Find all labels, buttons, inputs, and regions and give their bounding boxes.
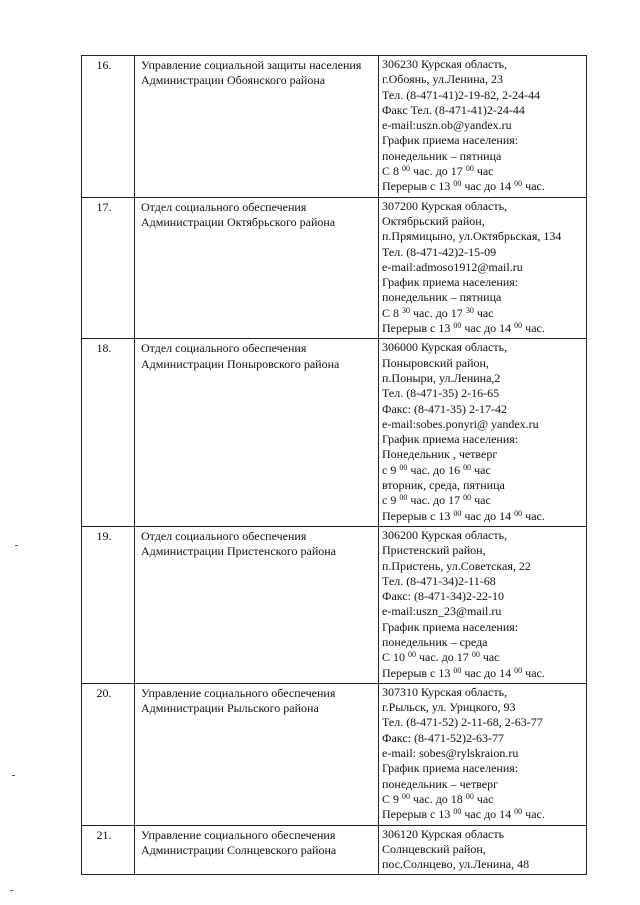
minutes-superscript: 00 [471, 650, 480, 660]
contact-line [379, 402, 586, 417]
contact-text: График приема населения: [382, 133, 519, 148]
department-name: Управление социального обеспечения Администрации Солнцевского района [141, 827, 337, 857]
row-number-cell [82, 197, 135, 339]
contact-line [379, 857, 586, 872]
contact-text: e-mail:uszn_23@mail.ru [382, 604, 502, 619]
contact-line [379, 290, 586, 305]
contact-line [379, 133, 586, 148]
contact-line [379, 214, 586, 229]
row-number: 19. [96, 528, 112, 543]
contact-text: Тел. (8-471-41)2-19-82, 2-24-44 [382, 87, 541, 102]
row-number-cell [82, 339, 135, 527]
table-row [82, 56, 587, 198]
contact-line [379, 604, 586, 619]
contact-details-cell [379, 339, 587, 527]
cell-bottom-spacer [379, 872, 586, 874]
department-name-cell [135, 339, 379, 527]
contact-line [379, 447, 586, 462]
superscript-wrap [472, 650, 480, 664]
minutes-superscript: 00 [402, 164, 411, 174]
contact-text: Тел. (8-471-42)2-15-09 [382, 244, 497, 259]
contact-text: час [479, 650, 500, 665]
superscript-wrap [402, 164, 410, 178]
minutes-superscript: 30 [402, 305, 411, 315]
contact-details-cell [379, 683, 587, 825]
contact-text: час. [522, 508, 545, 523]
contact-line [379, 356, 586, 371]
department-name: Отдел социального обеспечения Администрации Поныровского района [141, 341, 340, 371]
social-services-directory-table [81, 55, 587, 875]
superscript-wrap [514, 509, 522, 523]
table-row [82, 526, 587, 683]
contact-line [379, 731, 586, 746]
minutes-superscript: 30 [465, 305, 474, 315]
contact-line [379, 371, 586, 386]
contact-text: час до 14 [461, 807, 515, 822]
contact-line [379, 72, 586, 87]
contact-text: час [473, 305, 494, 320]
contact-text: С 10 [382, 650, 409, 665]
contact-line [379, 620, 586, 635]
contact-line [379, 842, 586, 857]
superscript-wrap [514, 807, 522, 821]
row-number: 16. [96, 58, 112, 72]
contact-text: час [473, 791, 494, 806]
contact-text: Понедельник , четверг [382, 447, 498, 462]
contact-text: 307310 Курская область, [382, 684, 508, 699]
contact-text: Тел. (8-471-34)2-11-68 [382, 573, 496, 588]
contact-text: e-mail: sobes@rylskraion.ru [382, 746, 519, 761]
contact-text: График приема населения: [382, 619, 519, 634]
contact-line [379, 715, 586, 730]
contact-text: Перерыв с 13 [382, 321, 454, 336]
contact-text: Октябрьский район, [382, 213, 485, 228]
contact-text: С 8 [382, 164, 403, 179]
contact-line [379, 589, 586, 604]
minutes-superscript: 00 [514, 179, 523, 189]
contact-text: вторник, среда, пятница [382, 478, 505, 493]
minutes-superscript: 00 [399, 462, 408, 472]
contact-text: Факс: (8-471-34)2-22-10 [382, 589, 504, 604]
row-number-cell [82, 683, 135, 825]
contact-text: e-mail:admoso1912@mail.ru [382, 259, 523, 274]
contact-details-cell [379, 197, 587, 339]
contact-text: Перерыв с 13 [382, 508, 454, 523]
contact-text: e-mail:uszn.ob@yandex.ru [382, 118, 512, 133]
contact-text: час. [522, 807, 545, 822]
contact-text: понедельник – пятница [382, 290, 502, 305]
minutes-superscript: 00 [514, 508, 523, 518]
superscript-wrap [514, 666, 522, 680]
row-number-cell [82, 56, 135, 198]
contact-text: Факс: (8-471-52)2-63-77 [382, 730, 504, 745]
contact-text: с 9 [382, 462, 400, 477]
contact-text: с 9 [382, 493, 400, 508]
contact-line [379, 260, 586, 275]
contact-line [379, 792, 586, 807]
contact-line [379, 666, 586, 681]
contact-text: г.Обоянь, ул.Ленина, 23 [382, 72, 503, 87]
contact-line [379, 650, 586, 665]
contact-line [379, 417, 586, 432]
minutes-superscript: 00 [453, 321, 462, 331]
contact-text: час [471, 462, 491, 477]
contact-text: Факс: (8-471-35) 2-17-42 [382, 401, 507, 416]
table-row [82, 825, 587, 875]
contact-text: час. до 18 [410, 791, 466, 806]
contact-text: час до 14 [461, 321, 515, 336]
contact-line [379, 245, 586, 260]
row-number-cell [82, 526, 135, 683]
minutes-superscript: 00 [465, 164, 474, 174]
superscript-wrap [466, 792, 474, 806]
contact-text: час [471, 493, 491, 508]
department-name-cell [135, 56, 379, 198]
minutes-superscript: 00 [399, 493, 408, 503]
contact-line [379, 807, 586, 822]
department-name-cell [135, 526, 379, 683]
minutes-superscript: 00 [514, 665, 523, 675]
contact-text: С 9 [382, 791, 403, 806]
contact-line [379, 88, 586, 103]
table-row [82, 197, 587, 339]
contact-details-cell [379, 526, 587, 683]
table-row [82, 339, 587, 527]
contact-text: Поныровский район, [382, 355, 489, 370]
contact-text: понедельник – среда [382, 634, 488, 649]
contact-line [379, 509, 586, 524]
contact-line [379, 306, 586, 321]
contact-text: 306230 Курская область, [382, 57, 508, 71]
minutes-superscript: 00 [514, 807, 523, 817]
contact-text: час [473, 164, 494, 179]
minutes-superscript: 00 [453, 508, 462, 518]
contact-text: График приема населения: [382, 275, 519, 290]
contact-details-cell [379, 825, 587, 875]
contact-line [379, 761, 586, 776]
contact-text: час. [522, 665, 545, 680]
contact-text: Перерыв с 13 [382, 179, 454, 194]
contact-text: Тел. (8-471-35) 2-16-65 [382, 386, 500, 401]
superscript-wrap [514, 321, 522, 335]
contact-line [379, 478, 586, 493]
department-name-cell [135, 683, 379, 825]
minutes-superscript: 00 [514, 321, 523, 331]
contact-text: п.Пристень, ул.Советская, 22 [382, 558, 531, 573]
margin-scan-mark [15, 545, 18, 546]
contact-line [379, 493, 586, 508]
contact-line [379, 700, 586, 715]
contact-text: час до 14 [461, 508, 515, 523]
minutes-superscript: 00 [402, 791, 411, 801]
margin-scan-mark [12, 775, 15, 776]
contact-line [379, 559, 586, 574]
contact-text: пос.Солнцево, ул.Ленина, 48 [382, 857, 530, 872]
contact-line [379, 574, 586, 589]
contact-text: 307200 Курская область, [382, 198, 508, 213]
contact-line [379, 56, 586, 72]
contact-line [379, 103, 586, 118]
contact-text: п.Поныри, ул.Ленина,2 [382, 370, 501, 385]
contact-text: Тел. (8-471-52) 2-11-68, 2-63-77 [382, 715, 543, 730]
margin-scan-mark [10, 890, 13, 891]
contact-line [379, 463, 586, 478]
department-name-cell [135, 825, 379, 875]
table-row [82, 683, 587, 825]
contact-line [379, 543, 586, 558]
superscript-wrap [463, 463, 471, 477]
row-number: 21. [96, 827, 112, 842]
contact-text: п.Прямицыно, ул.Октябрьская, 134 [382, 229, 562, 244]
contact-line [379, 198, 586, 214]
contact-line [379, 275, 586, 290]
department-name-cell [135, 197, 379, 339]
contact-line [379, 229, 586, 244]
contact-text: График приема населения: [382, 432, 519, 447]
row-number: 17. [96, 199, 112, 214]
contact-text: г.Рыльск, ул. Урицкого, 93 [382, 700, 516, 715]
contact-text: e-mail:sobes.ponyri@ yandex.ru [382, 416, 539, 431]
minutes-superscript: 00 [465, 791, 474, 801]
contact-text: 306120 Курская область [382, 826, 505, 841]
contact-text: час. до 17 [407, 493, 464, 508]
contact-text: С 8 [382, 305, 403, 320]
department-name: Управление социального обеспечения Администрации Рыльского района [141, 685, 336, 716]
minutes-superscript: 00 [463, 462, 472, 472]
superscript-wrap [466, 164, 474, 178]
contact-text: понедельник – четверг [382, 776, 499, 791]
contact-line [379, 339, 586, 355]
contact-text: час. [522, 179, 545, 194]
minutes-superscript: 00 [453, 665, 462, 675]
contact-text: 306200 Курская область, [382, 527, 508, 542]
contact-line [379, 164, 586, 179]
contact-text: Факс Тел. (8-471-41)2-24-44 [382, 102, 525, 117]
department-name: Управление социальной защиты населения Администрации Обоянского района [141, 58, 362, 88]
contact-text: час. до 17 [410, 305, 466, 320]
minutes-superscript: 00 [453, 807, 462, 817]
contact-text: понедельник – пятница [382, 148, 502, 163]
contact-text: час. до 17 [410, 164, 466, 179]
contact-line [379, 684, 586, 700]
contact-text: Перерыв с 13 [382, 665, 454, 680]
contact-line [379, 432, 586, 447]
row-number: 20. [96, 685, 112, 700]
superscript-wrap [402, 306, 410, 320]
row-number-cell [82, 825, 135, 875]
contact-details-cell [379, 56, 587, 198]
contact-line [379, 149, 586, 164]
contact-line [379, 635, 586, 650]
contact-text: График приема населения: [382, 761, 519, 776]
contact-line [379, 118, 586, 133]
contact-line [379, 746, 586, 761]
minutes-superscript: 00 [463, 493, 472, 503]
department-name: Отдел социального обеспечения Администрации Октябрьского района [141, 199, 336, 229]
contact-line [379, 321, 586, 336]
superscript-wrap [402, 792, 410, 806]
contact-text: час до 14 [461, 665, 515, 680]
superscript-wrap [408, 650, 416, 664]
contact-line [379, 386, 586, 401]
minutes-superscript: 00 [408, 650, 417, 660]
contact-text: Солнцевский район, [382, 841, 486, 856]
contact-text: час. [522, 321, 545, 336]
superscript-wrap [514, 179, 522, 193]
contact-line [379, 777, 586, 792]
contact-line [379, 826, 586, 842]
contact-text: час. до 17 [416, 650, 472, 665]
contact-text: Перерыв с 13 [382, 807, 454, 822]
contact-text: 306000 Курская область, [382, 340, 508, 355]
contact-text: Пристенский район, [382, 543, 486, 558]
directory-table-body [82, 56, 587, 875]
department-name: Отдел социального обеспечения Администрации Пристенского района [141, 528, 337, 559]
contact-text: час до 14 [461, 179, 515, 194]
superscript-wrap [466, 306, 474, 320]
superscript-wrap [463, 493, 471, 507]
row-number: 18. [96, 341, 112, 356]
contact-line [379, 179, 586, 194]
contact-text: час. до 16 [407, 462, 464, 477]
minutes-superscript: 00 [453, 179, 462, 189]
contact-line [379, 527, 586, 543]
